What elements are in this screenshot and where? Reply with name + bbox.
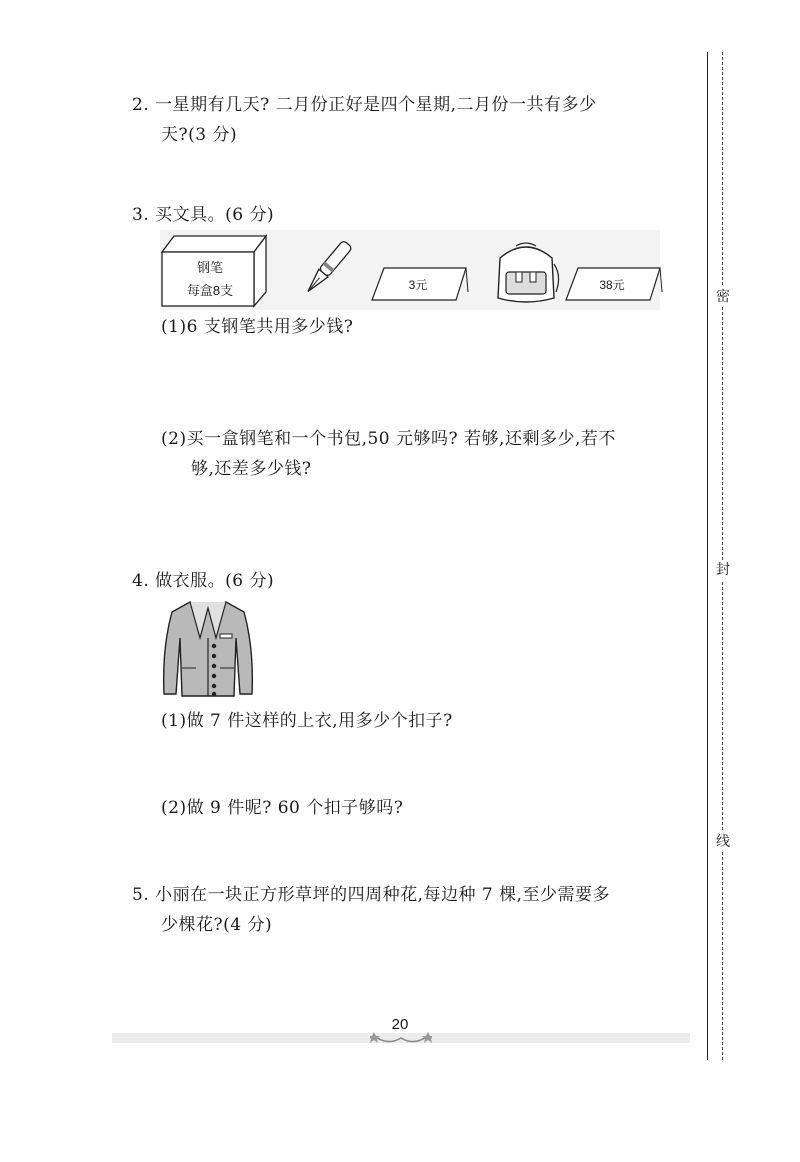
footer-ornament-icon <box>370 1030 432 1048</box>
pen-price: 3元 <box>408 278 428 292</box>
binding-char-mi: 密 <box>712 287 734 307</box>
question-5-line1: 5. 小丽在一块正方形草坪的四周种花,每边种 7 棵,至少需要多 <box>132 885 611 905</box>
question-2-line1: 2. 一星期有几天? 二月份正好是四个星期,二月份一共有多少 <box>132 95 597 115</box>
question-5-line2: 少棵花?(4 分) <box>161 915 273 935</box>
question-2 <box>132 90 702 150</box>
question-4-sub1: (1)做 7 件这样的上衣,用多少个扣子? <box>161 711 453 731</box>
fountain-pen-icon <box>296 234 356 306</box>
binding-dashed-line <box>722 52 723 1060</box>
question-4-sub2: (2)做 9 件呢? 60 个扣子够吗? <box>161 798 404 818</box>
binding-char-xian: 线 <box>712 832 734 852</box>
stationery-illustration <box>160 230 660 310</box>
page-number: 20 <box>391 1016 409 1033</box>
question-5 <box>132 880 702 940</box>
binding-char-feng: 封 <box>712 560 734 580</box>
question-3-sub2-line1: (2)买一盒钢笔和一个书包,50 元够吗? 若够,还剩多少,若不 <box>161 429 616 449</box>
bag-price: 38元 <box>599 278 625 292</box>
pen-box-label-1: 钢笔 <box>196 260 223 275</box>
pen-box-label-2: 每盒8支 <box>186 283 234 298</box>
binding-solid-line <box>707 52 708 1060</box>
question-3-sub2-line2: 够,还差多少钱? <box>191 459 312 479</box>
jacket-icon <box>160 598 256 700</box>
question-3-sub1: (1)6 支钢笔共用多少钱? <box>161 317 354 337</box>
question-3-title: 3. 买文具。(6 分) <box>132 205 275 225</box>
question-4-title: 4. 做衣服。(6 分) <box>132 571 275 591</box>
school-bag-icon <box>490 236 562 306</box>
question-2-line2: 天?(3 分) <box>161 125 238 145</box>
question-3-sub2 <box>161 424 701 484</box>
